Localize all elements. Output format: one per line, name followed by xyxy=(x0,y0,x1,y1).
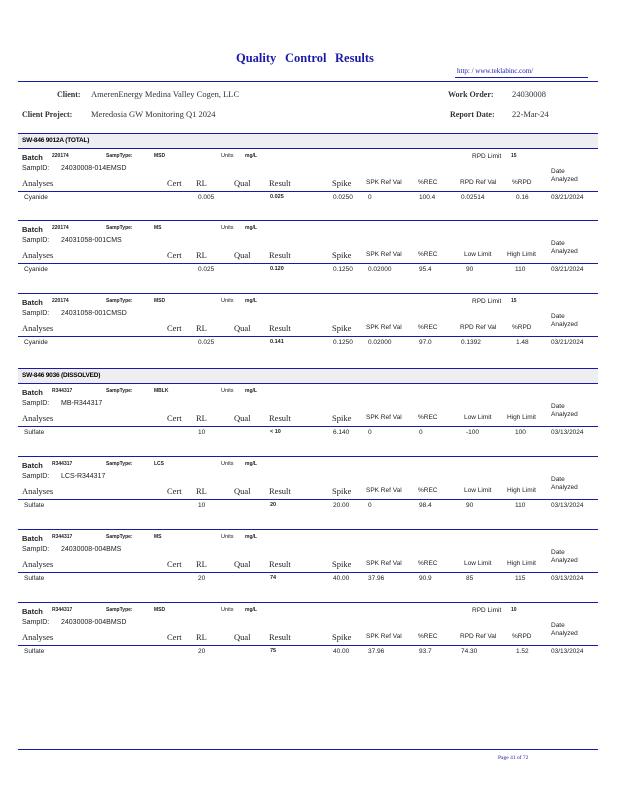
rl-value: 10 xyxy=(198,502,206,509)
col-qual: Qual xyxy=(234,486,251,496)
analyte-name: Sulfate xyxy=(24,502,45,509)
date-header-line2: Analyzed xyxy=(551,411,578,418)
samptype-label: SampType: xyxy=(106,298,133,304)
sampid-value: 24031058-001CMS xyxy=(61,237,122,244)
col-rl: RL xyxy=(196,178,207,188)
pct-rec-value: 93.7 xyxy=(419,648,432,655)
batch-label: Batch xyxy=(22,298,43,307)
result-value: 0.120 xyxy=(270,266,284,272)
report-date-value: 22-Mar-24 xyxy=(512,109,549,119)
rl-value: 20 xyxy=(198,648,206,655)
batch-label: Batch xyxy=(22,388,43,397)
col-qual: Qual xyxy=(234,632,251,642)
date-analyzed-header xyxy=(551,168,578,184)
date-header-line2: Analyzed xyxy=(551,484,578,491)
col-low-limit: Low Limit xyxy=(464,251,492,258)
col-pct-rpd: %RPD xyxy=(512,179,532,186)
pct-rec-value: 95.4 xyxy=(419,266,432,273)
samptype-value: MS xyxy=(154,225,162,231)
date-header-line1: Date xyxy=(551,622,565,629)
col-high-limit: High Limit xyxy=(507,487,536,494)
col-analyses: Analyses xyxy=(22,559,54,569)
units-value: mg/L xyxy=(245,225,257,231)
result-value: < 10 xyxy=(270,429,281,435)
low-limit-value: 90 xyxy=(466,502,474,509)
units-value: mg/L xyxy=(245,153,257,159)
block-header-rule xyxy=(18,499,598,500)
block-header-rule xyxy=(18,263,598,264)
samptype-value: MSD xyxy=(154,298,166,304)
sampid-label: SampID: xyxy=(22,237,50,244)
col-cert: Cert xyxy=(167,323,182,333)
qc-block xyxy=(18,456,598,510)
spk-ref-value: 0 xyxy=(368,502,372,509)
sampid-label: SampID: xyxy=(22,400,50,407)
col-cert: Cert xyxy=(167,632,182,642)
units-label: Units xyxy=(221,461,234,467)
spike-value: 40.00 xyxy=(333,648,350,655)
col-analyses: Analyses xyxy=(22,413,54,423)
col-rpd-ref-val: RPD Ref Val xyxy=(460,324,497,331)
batch-id: 220174 xyxy=(52,298,69,304)
spike-value: 40.00 xyxy=(333,575,350,582)
col-rl: RL xyxy=(196,250,207,260)
sampid-label: SampID: xyxy=(22,546,50,553)
col-spk-ref-val: SPK Ref Val xyxy=(366,560,402,567)
date-analyzed-value: 03/21/2024 xyxy=(551,194,584,201)
samptype-label: SampType: xyxy=(106,534,133,540)
col-pct-rpd: %RPD xyxy=(512,633,532,640)
block-header-rule xyxy=(18,426,598,427)
client-value: AmerenEnergy Medina Valley Cogen, LLC xyxy=(91,89,240,99)
pct-rec-value: 98.4 xyxy=(419,502,432,509)
samptype-value: LCS xyxy=(154,461,164,467)
sampid-value: 24030008-014EMSD xyxy=(61,165,127,172)
col-result: Result xyxy=(269,632,291,642)
units-value: mg/L xyxy=(245,534,257,540)
col-cert: Cert xyxy=(167,250,182,260)
col-spike: Spike xyxy=(332,323,352,333)
batch-id: R344317 xyxy=(52,388,73,394)
samptype-label: SampType: xyxy=(106,153,133,159)
low-limit-value: -100 xyxy=(466,429,480,436)
block-top-rule xyxy=(18,456,598,457)
project-value: Meredosia GW Monitoring Q1 2024 xyxy=(91,109,216,119)
section-header xyxy=(18,368,598,383)
spk-ref-value: 0 xyxy=(368,194,372,201)
date-analyzed-header xyxy=(551,476,578,492)
sampid-value: MB-R344317 xyxy=(61,400,103,407)
col-qual: Qual xyxy=(234,559,251,569)
section-title: SW-846 9036 (DISSOLVED) xyxy=(22,372,101,379)
col-cert: Cert xyxy=(167,413,182,423)
qc-block xyxy=(18,602,598,656)
block-top-rule xyxy=(18,602,598,603)
col-pct-rec: %REC xyxy=(418,633,438,640)
result-value: 75 xyxy=(270,648,277,654)
batch-id: 220174 xyxy=(52,225,69,231)
rl-value: 10 xyxy=(198,429,206,436)
block-top-rule xyxy=(18,529,598,530)
pct-rpd-value: 1.52 xyxy=(516,648,529,655)
analyte-name: Cyanide xyxy=(24,266,48,273)
samptype-value: MSD xyxy=(154,607,166,613)
sampid-value: 24030008-004BMS xyxy=(61,546,122,553)
date-analyzed-header xyxy=(551,240,578,256)
col-rl: RL xyxy=(196,559,207,569)
batch-id: 220174 xyxy=(52,153,69,159)
col-analyses: Analyses xyxy=(22,178,54,188)
result-value: 20 xyxy=(270,502,277,508)
col-cert: Cert xyxy=(167,486,182,496)
rpd-limit-label: RPD Limit xyxy=(472,298,502,305)
client-label: Client: xyxy=(57,90,81,99)
result-value: 74 xyxy=(270,575,277,581)
col-spike: Spike xyxy=(332,250,352,260)
units-label: Units xyxy=(221,607,234,613)
pct-rec-value: 90.9 xyxy=(419,575,432,582)
analyte-name: Sulfate xyxy=(24,575,45,582)
col-spk-ref-val: SPK Ref Val xyxy=(366,633,402,640)
col-spk-ref-val: SPK Ref Val xyxy=(366,414,402,421)
rpd-ref-value: 0.02514 xyxy=(461,194,485,201)
qc-block xyxy=(18,529,598,583)
date-header-line1: Date xyxy=(551,240,565,247)
sampid-label: SampID: xyxy=(22,310,50,317)
title-quality: Quality xyxy=(236,51,277,65)
col-rl: RL xyxy=(196,486,207,496)
units-value: mg/L xyxy=(245,461,257,467)
col-spike: Spike xyxy=(332,413,352,423)
col-rl: RL xyxy=(196,323,207,333)
col-low-limit: Low Limit xyxy=(464,487,492,494)
block-top-rule xyxy=(18,383,598,384)
spike-value: 6.140 xyxy=(333,429,350,436)
col-pct-rec: %REC xyxy=(418,179,438,186)
col-result: Result xyxy=(269,486,291,496)
spike-value: 0.1250 xyxy=(333,339,353,346)
sampid-label: SampID: xyxy=(22,165,50,172)
samptype-label: SampType: xyxy=(106,388,133,394)
col-analyses: Analyses xyxy=(22,250,54,260)
batch-label: Batch xyxy=(22,225,43,234)
rpd-limit-value: 15 xyxy=(511,153,517,159)
qc-block xyxy=(18,383,598,437)
samptype-value: MS xyxy=(154,534,162,540)
col-rpd-ref-val: RPD Ref Val xyxy=(460,179,497,186)
work-order-label: Work Order: xyxy=(448,90,494,99)
samptype-label: SampType: xyxy=(106,607,133,613)
col-analyses: Analyses xyxy=(22,323,54,333)
block-top-rule xyxy=(18,293,598,294)
pct-rpd-value: 1.48 xyxy=(516,339,529,346)
units-label: Units xyxy=(221,225,234,231)
rpd-limit-label: RPD Limit xyxy=(472,607,502,614)
units-value: mg/L xyxy=(245,388,257,394)
rl-value: 0.025 xyxy=(198,339,215,346)
high-limit-value: 110 xyxy=(515,502,526,509)
batch-id: R344317 xyxy=(52,607,73,613)
header-rule xyxy=(18,81,598,82)
units-value: mg/L xyxy=(245,298,257,304)
col-analyses: Analyses xyxy=(22,632,54,642)
analyte-name: Sulfate xyxy=(24,648,45,655)
col-rl: RL xyxy=(196,413,207,423)
units-label: Units xyxy=(221,534,234,540)
col-spike: Spike xyxy=(332,559,352,569)
col-result: Result xyxy=(269,413,291,423)
pct-rec-value: 0 xyxy=(419,429,423,436)
col-result: Result xyxy=(269,323,291,333)
date-header-line1: Date xyxy=(551,549,565,556)
date-header-line2: Analyzed xyxy=(551,557,578,564)
spk-ref-value: 0.02000 xyxy=(368,339,392,346)
col-high-limit: High Limit xyxy=(507,251,536,258)
sampid-label: SampID: xyxy=(22,619,50,626)
col-rpd-ref-val: RPD Ref Val xyxy=(460,633,497,640)
low-limit-value: 90 xyxy=(466,266,474,273)
col-spk-ref-val: SPK Ref Val xyxy=(366,251,402,258)
col-spike: Spike xyxy=(332,486,352,496)
spk-ref-value: 37.96 xyxy=(368,575,385,582)
analyte-name: Sulfate xyxy=(24,429,45,436)
analyte-name: Cyanide xyxy=(24,339,48,346)
section-header xyxy=(18,133,598,148)
samptype-label: SampType: xyxy=(106,461,133,467)
batch-id: R344317 xyxy=(52,461,73,467)
units-label: Units xyxy=(221,298,234,304)
col-qual: Qual xyxy=(234,250,251,260)
sampid-label: SampID: xyxy=(22,473,50,480)
col-result: Result xyxy=(269,250,291,260)
units-label: Units xyxy=(221,153,234,159)
url-underline xyxy=(455,77,588,78)
date-analyzed-header xyxy=(551,313,578,329)
block-header-rule xyxy=(18,191,598,192)
result-value: 0.025 xyxy=(270,194,284,200)
col-high-limit: High Limit xyxy=(507,560,536,567)
high-limit-value: 115 xyxy=(515,575,526,582)
col-low-limit: Low Limit xyxy=(464,414,492,421)
title-results: Results xyxy=(335,51,374,65)
units-label: Units xyxy=(221,388,234,394)
report-date-label: Report Date: xyxy=(450,110,495,119)
lab-url-link[interactable]: http: / www.teklabinc.com/ xyxy=(457,67,534,75)
section-title: SW-846 9012A (TOTAL) xyxy=(22,137,90,144)
date-header-line1: Date xyxy=(551,403,565,410)
block-header-rule xyxy=(18,572,598,573)
col-high-limit: High Limit xyxy=(507,414,536,421)
rpd-ref-value: 0.1392 xyxy=(461,339,481,346)
low-limit-value: 85 xyxy=(466,575,474,582)
col-pct-rpd: %RPD xyxy=(512,324,532,331)
col-low-limit: Low Limit xyxy=(464,560,492,567)
sampid-value: LCS-R344317 xyxy=(61,473,106,480)
rpd-ref-value: 74.30 xyxy=(461,648,478,655)
block-top-rule xyxy=(18,220,598,221)
col-rl: RL xyxy=(196,632,207,642)
high-limit-value: 110 xyxy=(515,266,526,273)
spk-ref-value: 0.02000 xyxy=(368,266,392,273)
units-value: mg/L xyxy=(245,607,257,613)
date-analyzed-header xyxy=(551,622,578,638)
samptype-label: SampType: xyxy=(106,225,133,231)
date-analyzed-value: 03/13/2024 xyxy=(551,575,584,582)
date-header-line1: Date xyxy=(551,168,565,175)
batch-label: Batch xyxy=(22,153,43,162)
samptype-value: MBLK xyxy=(154,388,169,394)
col-result: Result xyxy=(269,178,291,188)
col-pct-rec: %REC xyxy=(418,560,438,567)
page-number: Page 41 of 72 xyxy=(498,755,529,761)
col-pct-rec: %REC xyxy=(418,251,438,258)
footer-rule xyxy=(18,749,598,750)
qc-block xyxy=(18,220,598,274)
date-header-line2: Analyzed xyxy=(551,630,578,637)
col-qual: Qual xyxy=(234,323,251,333)
date-header-line2: Analyzed xyxy=(551,176,578,183)
col-pct-rec: %REC xyxy=(418,487,438,494)
col-spike: Spike xyxy=(332,178,352,188)
spike-value: 20.00 xyxy=(333,502,350,509)
batch-id: R344317 xyxy=(52,534,73,540)
date-header-line1: Date xyxy=(551,313,565,320)
sampid-value: 24030008-004BMSD xyxy=(61,619,127,626)
spk-ref-value: 37.96 xyxy=(368,648,385,655)
date-analyzed-header xyxy=(551,403,578,419)
date-analyzed-value: 03/13/2024 xyxy=(551,429,584,436)
col-qual: Qual xyxy=(234,178,251,188)
col-spike: Spike xyxy=(332,632,352,642)
batch-label: Batch xyxy=(22,534,43,543)
rl-value: 0.005 xyxy=(198,194,215,201)
date-header-line2: Analyzed xyxy=(551,321,578,328)
result-value: 0.141 xyxy=(270,339,284,345)
pct-rec-value: 97.0 xyxy=(419,339,432,346)
col-pct-rec: %REC xyxy=(418,324,438,331)
rpd-limit-label: RPD Limit xyxy=(472,153,502,160)
date-analyzed-value: 03/13/2024 xyxy=(551,502,584,509)
samptype-value: MSD xyxy=(154,153,166,159)
block-header-rule xyxy=(18,336,598,337)
col-result: Result xyxy=(269,559,291,569)
block-top-rule xyxy=(18,148,598,149)
col-cert: Cert xyxy=(167,178,182,188)
pct-rec-value: 100.4 xyxy=(419,194,436,201)
date-header-line1: Date xyxy=(551,476,565,483)
col-analyses: Analyses xyxy=(22,486,54,496)
block-header-rule xyxy=(18,645,598,646)
batch-label: Batch xyxy=(22,607,43,616)
spike-value: 0.0250 xyxy=(333,194,353,201)
col-qual: Qual xyxy=(234,413,251,423)
rl-value: 20 xyxy=(198,575,206,582)
title-control: Control xyxy=(285,51,327,65)
col-spk-ref-val: SPK Ref Val xyxy=(366,324,402,331)
project-label: Client Project: xyxy=(22,110,73,119)
qc-block xyxy=(18,148,598,202)
col-pct-rec: %REC xyxy=(418,414,438,421)
qc-block xyxy=(18,293,598,347)
date-analyzed-value: 03/21/2024 xyxy=(551,266,584,273)
spk-ref-value: 0 xyxy=(368,429,372,436)
date-analyzed-value: 03/13/2024 xyxy=(551,648,584,655)
col-cert: Cert xyxy=(167,559,182,569)
date-analyzed-value: 03/21/2024 xyxy=(551,339,584,346)
col-spk-ref-val: SPK Ref Val xyxy=(366,179,402,186)
work-order-value: 24030008 xyxy=(512,89,546,99)
rpd-limit-value: 10 xyxy=(511,607,517,613)
analyte-name: Cyanide xyxy=(24,194,48,201)
date-analyzed-header xyxy=(551,549,578,565)
rpd-limit-value: 15 xyxy=(511,298,517,304)
col-spk-ref-val: SPK Ref Val xyxy=(366,487,402,494)
sampid-value: 24031058-001CMSD xyxy=(61,310,127,317)
spike-value: 0.1250 xyxy=(333,266,353,273)
batch-label: Batch xyxy=(22,461,43,470)
high-limit-value: 100 xyxy=(515,429,526,436)
rl-value: 0.025 xyxy=(198,266,215,273)
date-header-line2: Analyzed xyxy=(551,248,578,255)
pct-rpd-value: 0.16 xyxy=(516,194,529,201)
